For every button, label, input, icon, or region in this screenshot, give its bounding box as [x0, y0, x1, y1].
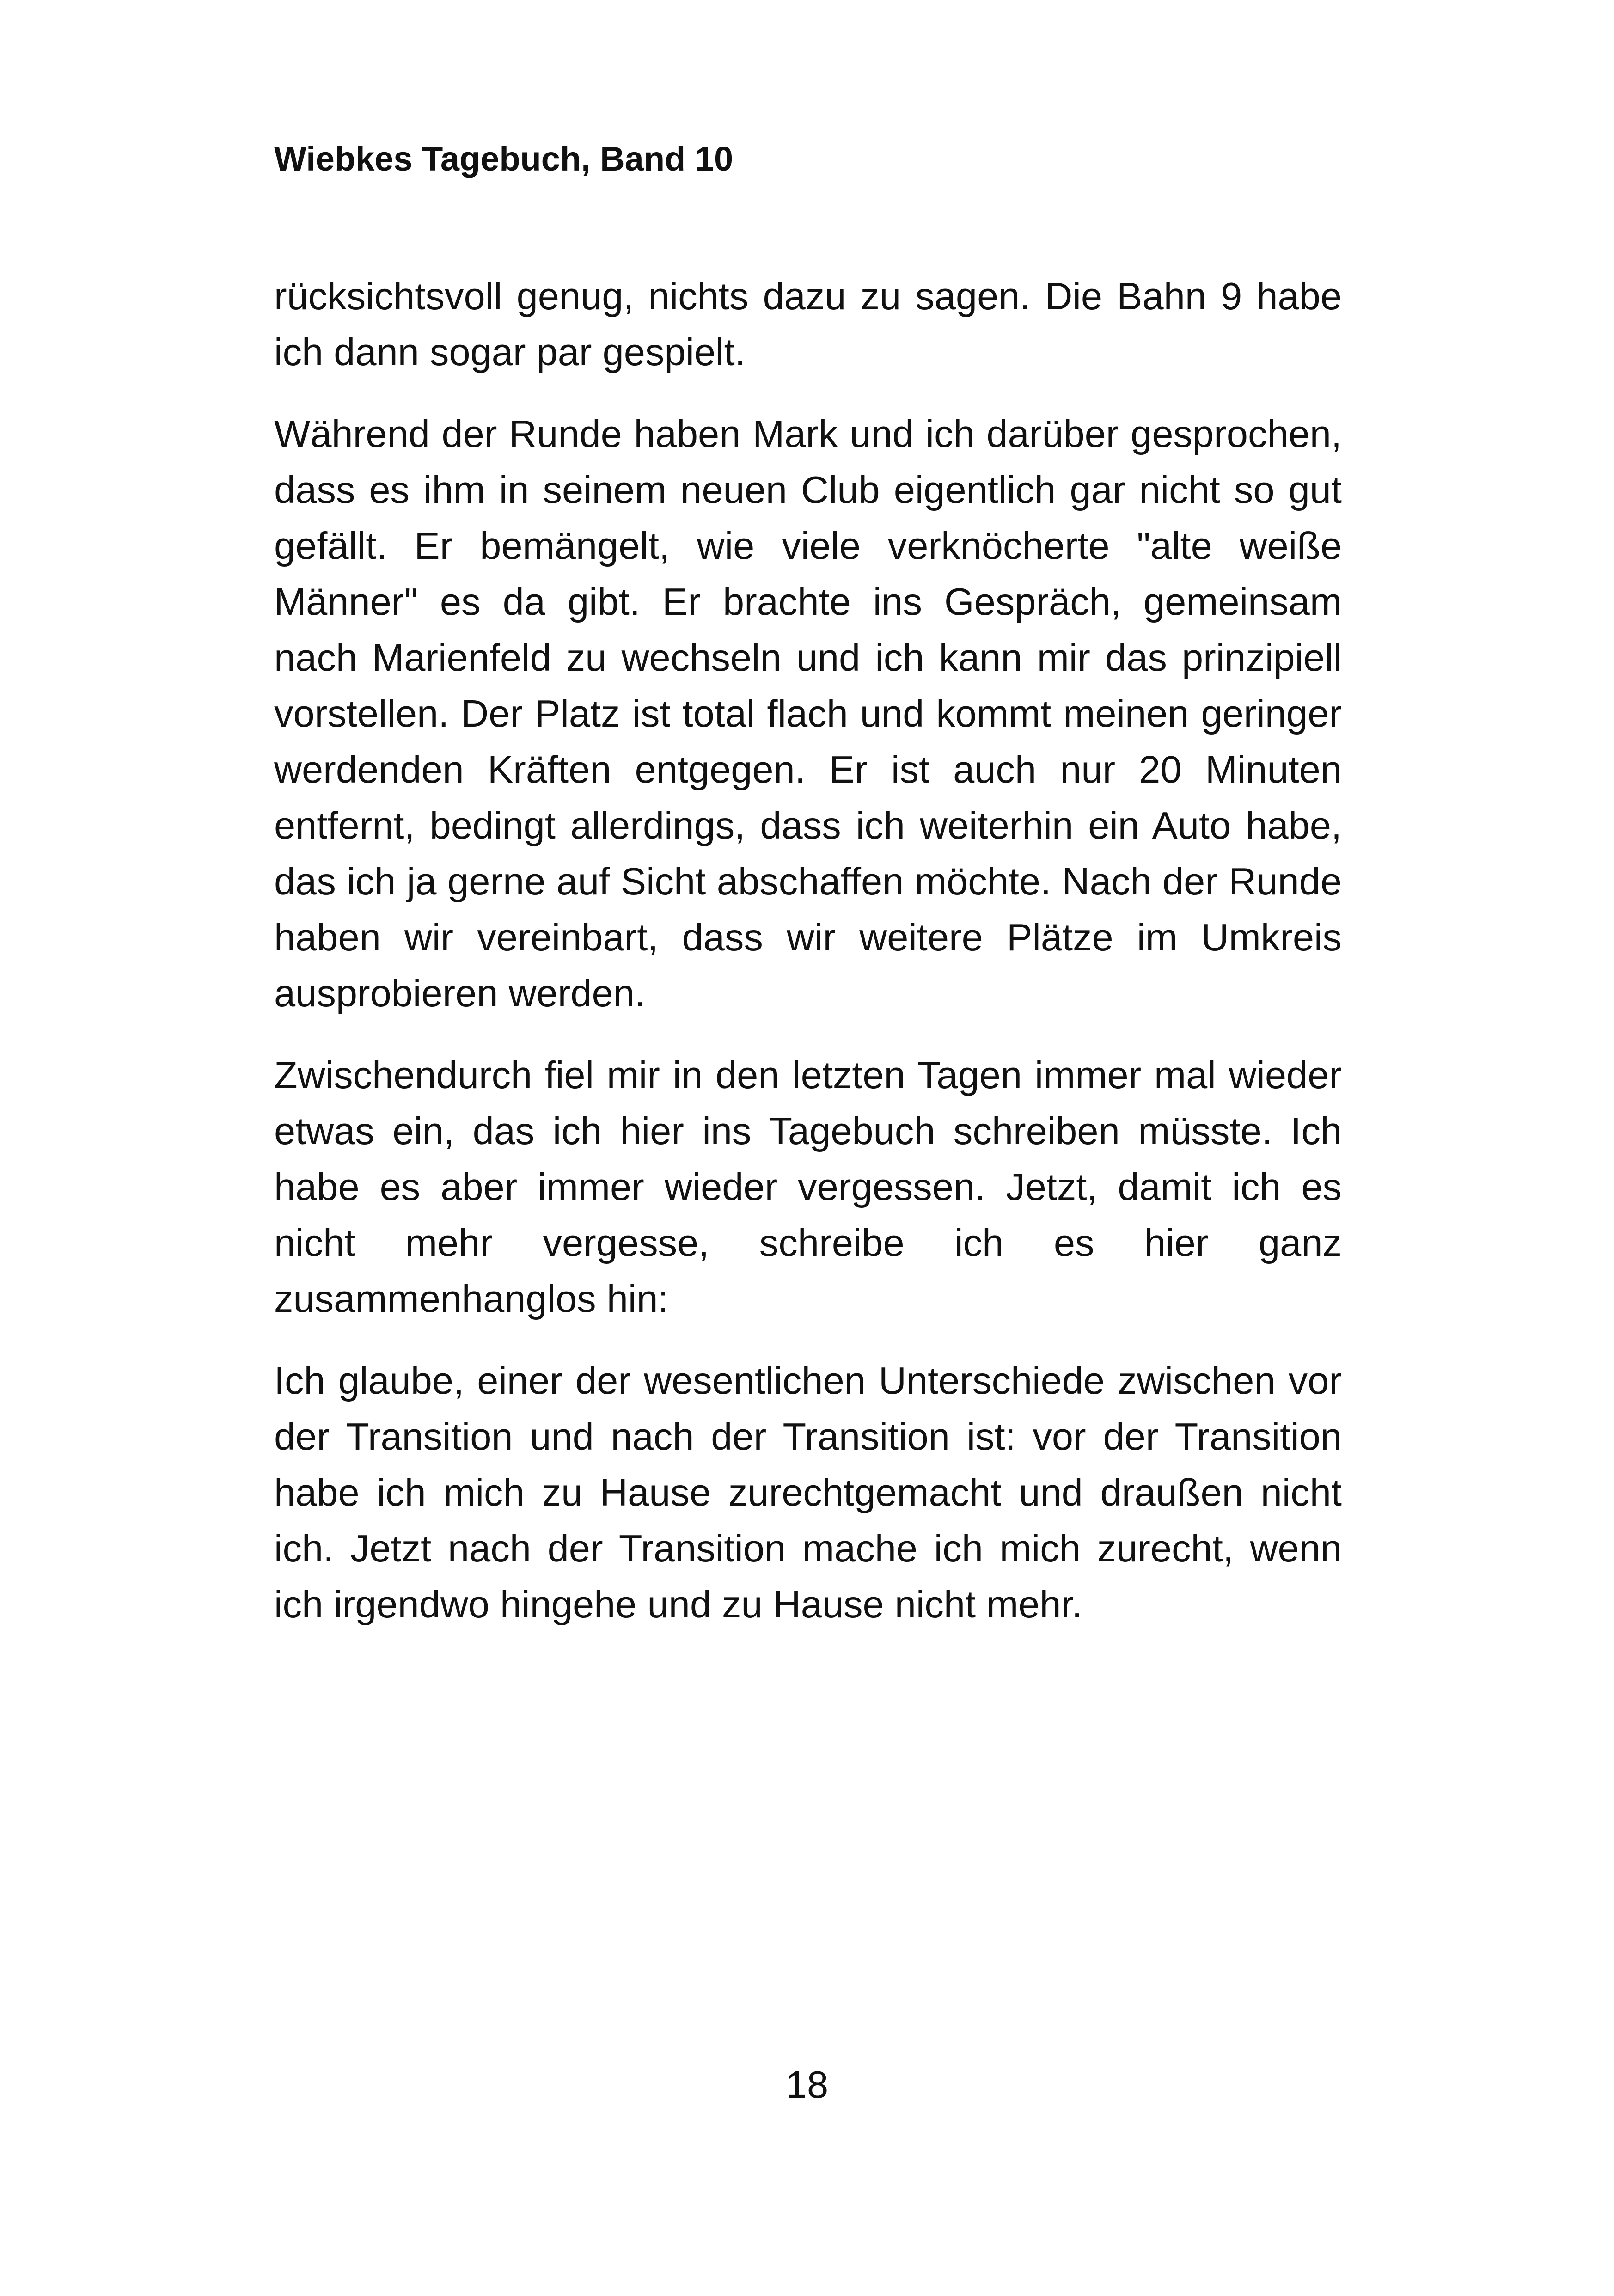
page-number: 18	[785, 2063, 829, 2106]
running-header-title: Wiebkes Tagebuch, Band 10	[274, 140, 734, 178]
paragraph: Ich glaube, einer der wesentlichen Unterschiede zwischen vor der Transition und nach der Transition ist: vor der Transition habe ich mich zu Hause zurechtgemacht und draußen nicht ich. Jetzt nach der Transition mache ich mich zurecht, wenn ich irgendwo hingehe und zu Hause nicht mehr.	[274, 1359, 1342, 1626]
body-text	[274, 268, 1342, 1658]
paragraph: Zwischendurch fiel mir in den letzten Tagen immer mal wieder etwas ein, das ich hier ins Tagebuch schreiben müsste. Ich habe es aber immer wieder vergessen. Jetzt, damit ich es nicht mehr vergesse, schreibe ich es hier ganz zusammenhanglos hin:	[274, 1053, 1342, 1320]
paragraph: rücksichtsvoll genug, nichts dazu zu sagen. Die Bahn 9 habe ich dann sogar par gespielt.	[274, 275, 1342, 373]
paragraph: Während der Runde haben Mark und ich darüber gesprochen, dass es ihm in seinem neuen Club eigentlich gar nicht so gut gefällt. Er bemängelt, wie viele verknöcherte "alte weiße Männer" es da gibt. Er brachte ins Gespräch, gemeinsam nach Marienfeld zu wechseln und ich kann mir das prinzipiell vorstellen. Der Platz ist total flach und kommt meinen geringer werdenden Kräften entgegen. Er ist auch nur 20 Minuten entfernt, bedingt allerdings, dass ich weiterhin ein Auto habe, das ich ja gerne auf Sicht abschaffen möchte. Nach der Runde haben wir vereinbart, dass wir weitere Plätze im Umkreis ausprobieren werden.	[274, 412, 1342, 1015]
